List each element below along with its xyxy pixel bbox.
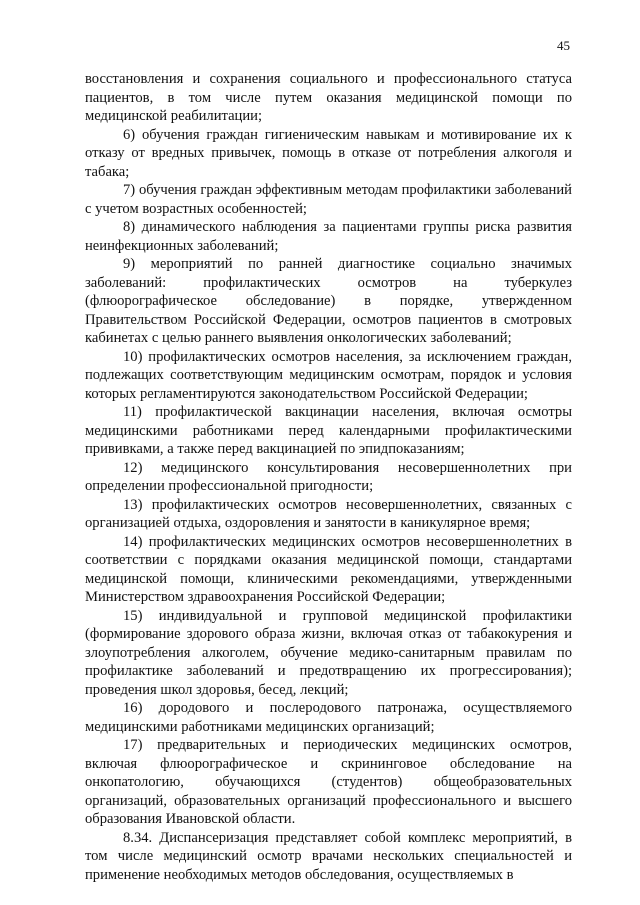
paragraph-item-12: 12) медицинского консультирования несовершеннолетних при определении профессиональной пригодности; (85, 459, 572, 494)
paragraph-item-11: 11) профилактической вакцинации населения, включая осмотры медицинскими работниками перед календарными профилактическими прививками, а также перед вакцинацией по эпидпоказаниям; (85, 404, 572, 457)
paragraph-item-10: 10) профилактических осмотров населения, за исключением граждан, подлежащих соответствующим медицинским осмотрам, порядок и условия которых регламентируются законодательством Российской Федерации; (85, 348, 572, 402)
paragraph-item-14: 14) профилактических медицинских осмотров несовершеннолетних в соответствии с порядками оказания медицинской помощи, стандартами медицинской помощи, клиническими рекомендациями, утвержденными Министерством здравоохранения Российской Федерации; (85, 533, 572, 605)
paragraph-item-17: 17) предварительных и периодических медицинских осмотров, включая флюорографическое и скрининговое обследование на онкопатологию, обучающихся (студентов) общеобразовательных организаций, образовательных организаций профессионального и высшего образования Ивановской области. (85, 737, 572, 827)
paragraph-continuation: восстановления и сохранения социального и профессионального статуса пациентов, в том числе путем оказания медицинской помощи по медицинской реабилитации; (85, 71, 572, 124)
document-body (85, 70, 572, 884)
paragraph-item-15: 15) индивидуальной и групповой медицинской профилактики (формирование здорового образа жизни, включая отказ от табакокурения и злоупотребления алкоголем, обучение медико-санитарным правилам по профилактике заболеваний и предотвращению их прогрессирования); проведения школ здоровья, бесед, лекций; (85, 607, 572, 698)
paragraph-item-13: 13) профилактических осмотров несовершеннолетних, связанных с организацией отдыха, оздоровления и занятости в каникулярное время; (85, 496, 572, 531)
paragraph-item-16: 16) дородового и послеродового патронажа, осуществляемого медицинскими работниками медицинских организаций; (85, 700, 572, 735)
paragraph-item-8: 8) динамического наблюдения за пациентами группы риска развития неинфекционных заболеваний; (85, 219, 572, 254)
paragraph-item-9: 9) мероприятий по ранней диагностике социально значимых заболеваний: профилактических осмотров на туберкулез (флюорографическое обследование) в порядке, утвержденном Правительством Российской Федерации, осмотров пациентов в смотровых кабинетах с целью раннего выявления онкологических заболеваний; (85, 256, 572, 346)
paragraph-item-6: 6) обучения граждан гигиеническим навыкам и мотивирование их к отказу от вредных привычек, помощь в отказе от потребления алкоголя и табака; (85, 126, 572, 180)
paragraph-section-8-34: 8.34. Диспансеризация представляет собой комплекс мероприятий, в том числе медицинский осмотр врачами нескольких специальностей и применение необходимых методов обследования, осуществляемых в (85, 829, 572, 883)
paragraph-item-7: 7) обучения граждан эффективным методам профилактики заболеваний с учетом возрастных особенностей; (85, 182, 572, 217)
page-number: 45 (557, 38, 570, 53)
